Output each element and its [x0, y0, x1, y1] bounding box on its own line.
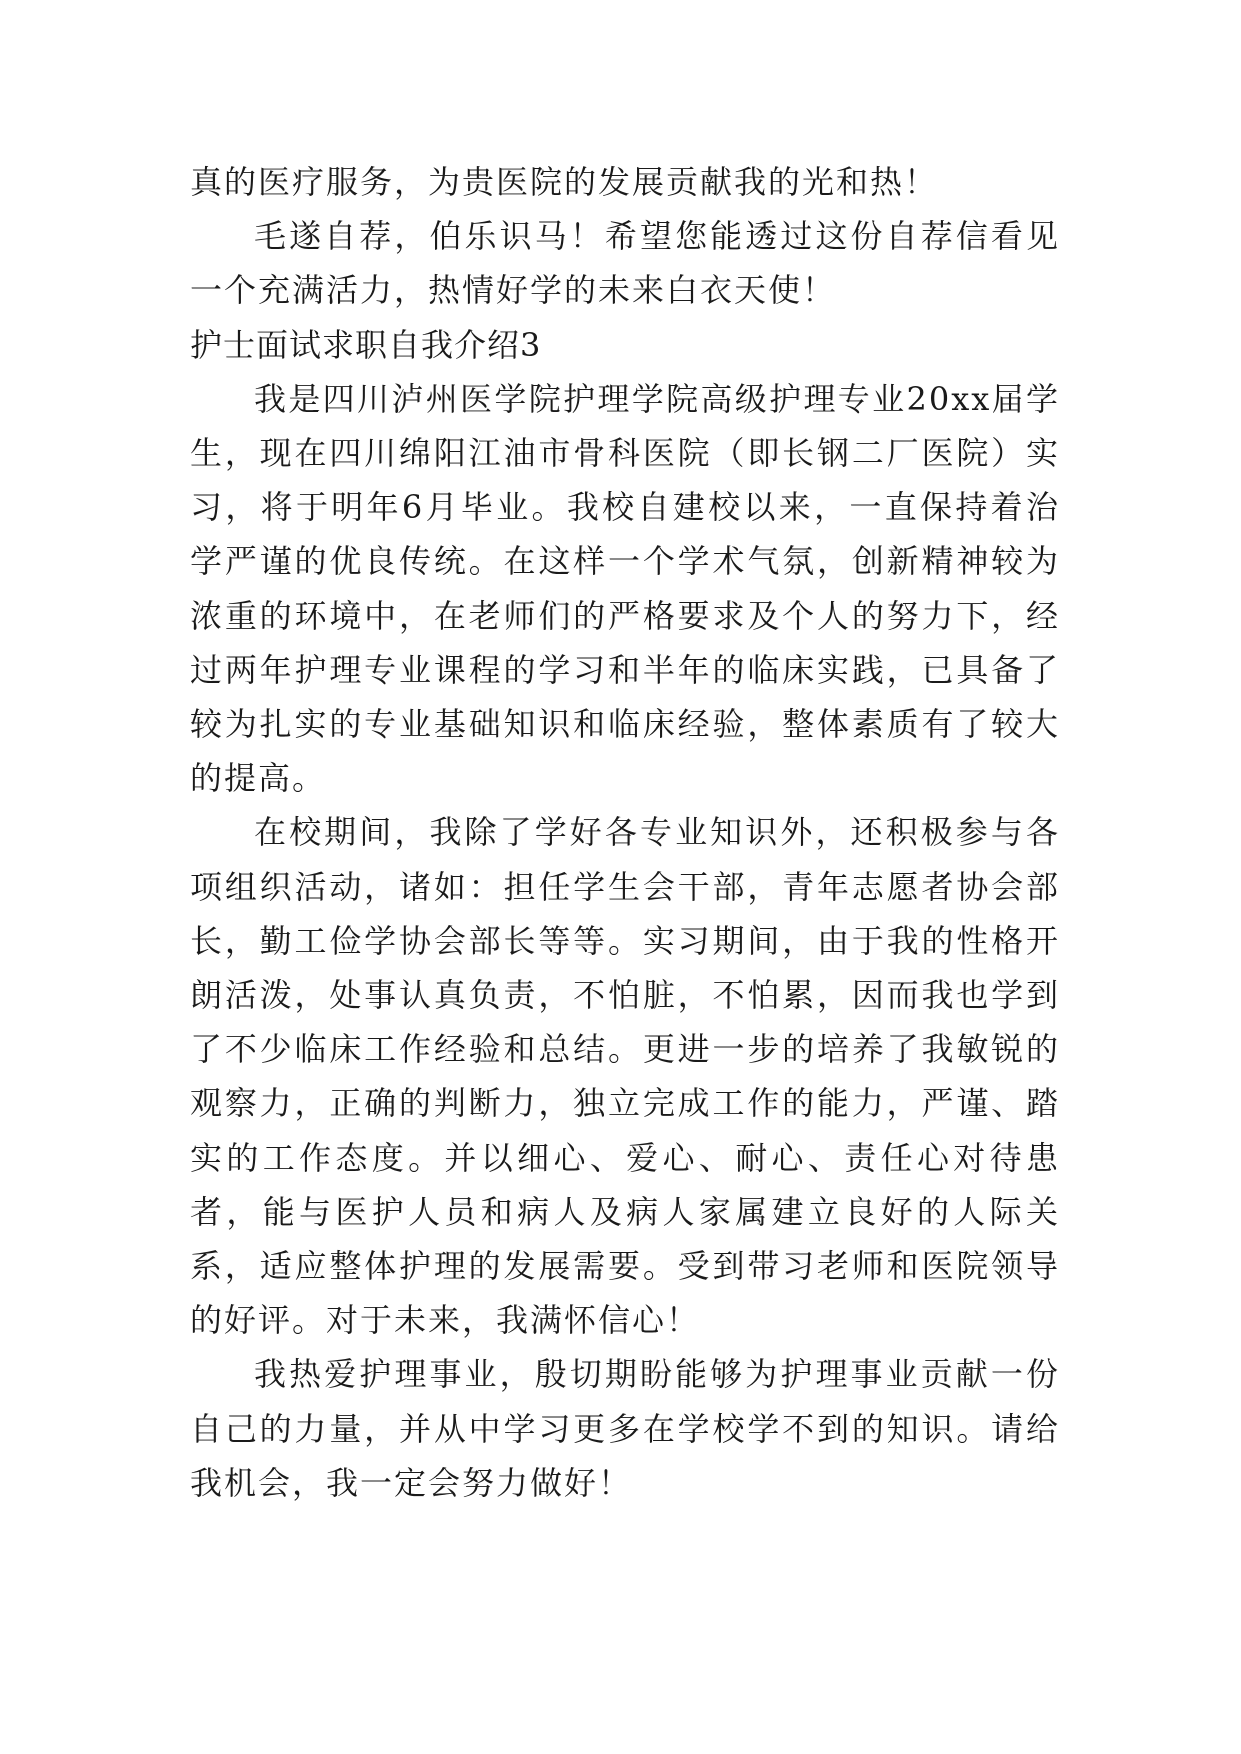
paragraph-school-activities: 在校期间，我除了学好各专业知识外，还积极参与各项组织活动，诸如：担任学生会干部，青年志愿者协会部长，勤工俭学协会部长等等。实习期间，由于我的性格开朗活泼，处事认真负责，不怕脏，不怕累，因而我也学到了不少临床工作经验和总结。更进一步的培养了我敏锐的观察力，正确的判断力，独立完成工作的能力，严谨、踏实的工作态度。并以细心、爱心、耐心、责任心对待患者，能与医护人员和病人及病人家属建立良好的人际关系，适应整体护理的发展需要。受到带习老师和医院领导的好评。对于未来，我满怀信心！: [190, 813, 1060, 1340]
paragraph-conclusion: 我热爱护理事业，殷切期盼能够为护理事业贡献一份自己的力量，并从中学习更多在学校学不到的知识。请给我机会，我一定会努力做好！: [190, 1355, 1060, 1502]
document-body: [190, 155, 1060, 1510]
paragraph-closing-recommendation: 毛遂自荐，伯乐识马！希望您能透过这份自荐信看见一个充满活力，热情好学的未来白衣天使！: [190, 217, 1060, 310]
section-heading: 护士面试求职自我介绍3: [190, 325, 542, 364]
paragraph-introduction: 我是四川泸州医学院护理学院高级护理专业20xx届学生，现在四川绵阳江油市骨科医院（即长钢二厂医院）实习，将于明年6月毕业。我校自建校以来，一直保持着治学严谨的优良传统。在这样一个学术气氛，创新精神较为浓重的环境中，在老师们的严格要求及个人的努力下，经过两年护理专业课程的学习和半年的临床实践，已具备了较为扎实的专业基础知识和临床经验，整体素质有了较大的提高。: [190, 379, 1060, 798]
paragraph-continuation: 真的医疗服务，为贵医院的发展贡献我的光和热！: [190, 163, 939, 201]
